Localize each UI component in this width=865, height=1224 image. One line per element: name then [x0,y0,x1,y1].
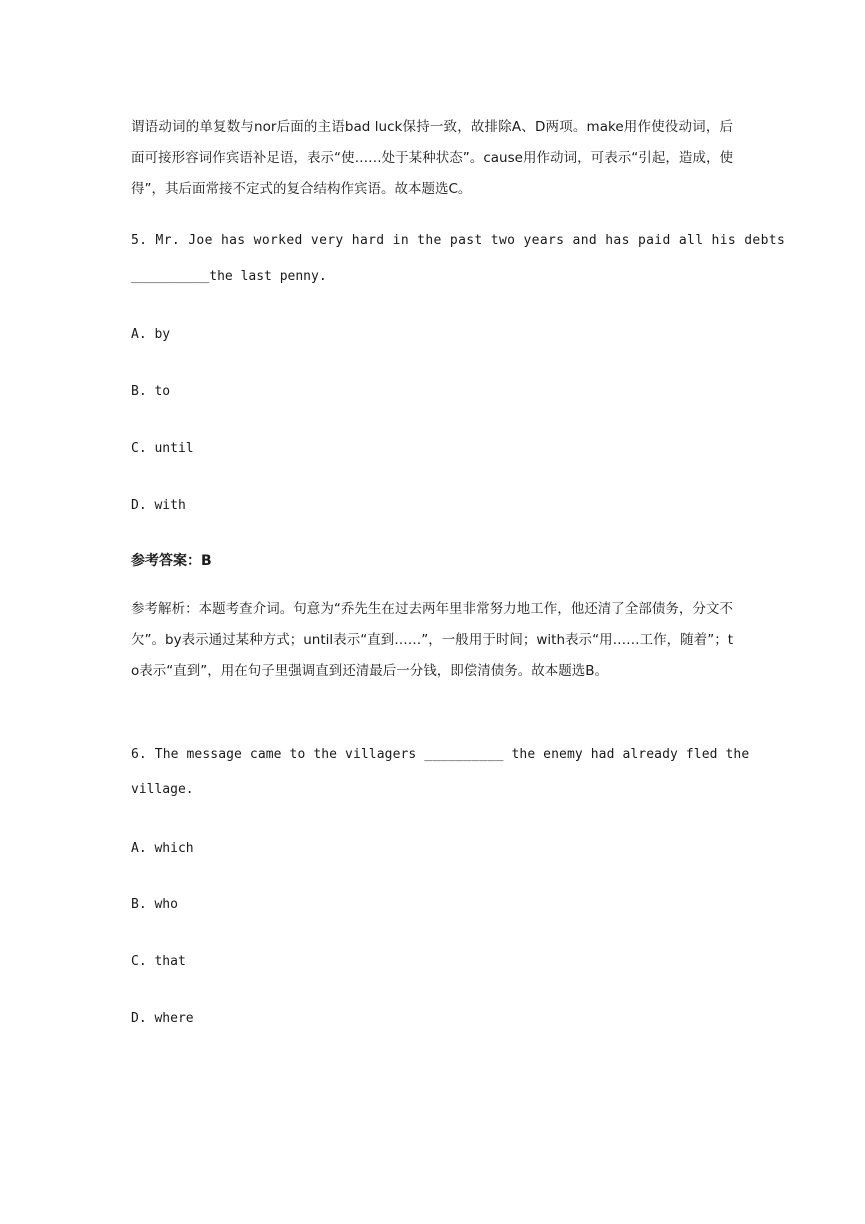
question-5-option-c: C. until [131,441,194,456]
question-6-option-c: C. that [131,954,186,969]
question-6-stem-line-1: 6. The message came to the villagers __________ the enemy had already fled the [131,747,750,762]
question-5-option-a: A. by [131,327,171,342]
question-6-option-b: B. who [131,897,178,912]
question-6-option-a: A. which [131,841,194,856]
question-5-option-d: D. with [131,498,186,513]
question-5-analysis: 参考解析：本题考查介词。句意为“乔先生在过去两年里非常努力地工作，他还清了全部债务，分文不欠”。by表示通过某种方式；until表示“直到……”，一般用于时间；with表示“用……工作，随着”；to表示“直到”，用在句子里强调直到还清最后一分钱，即偿清债务。故本题选B。 [131,601,733,679]
question-5-answer: 参考答案：B [131,553,212,569]
previous-question-analysis: 谓语动词的单复数与nor后面的主语bad luck保持一致，故排除A、D两项。make用作使役动词，后面可接形容词作宾语补足语，表示“使……处于某种状态”。cause用作动词，可表示“引起，造成，使得”，其后面常接不定式的复合结构作宾语。故本题选C。 [131,119,733,197]
question-5-stem-line-2: __________the last penny. [131,269,327,284]
question-6-option-d: D. where [131,1011,194,1026]
question-5-stem-line-1: 5. Mr. Joe has worked very hard in the past two years and has paid all his debts [131,233,786,248]
question-5-option-b: B. to [131,384,171,399]
question-6-stem-line-2: village. [131,782,194,797]
